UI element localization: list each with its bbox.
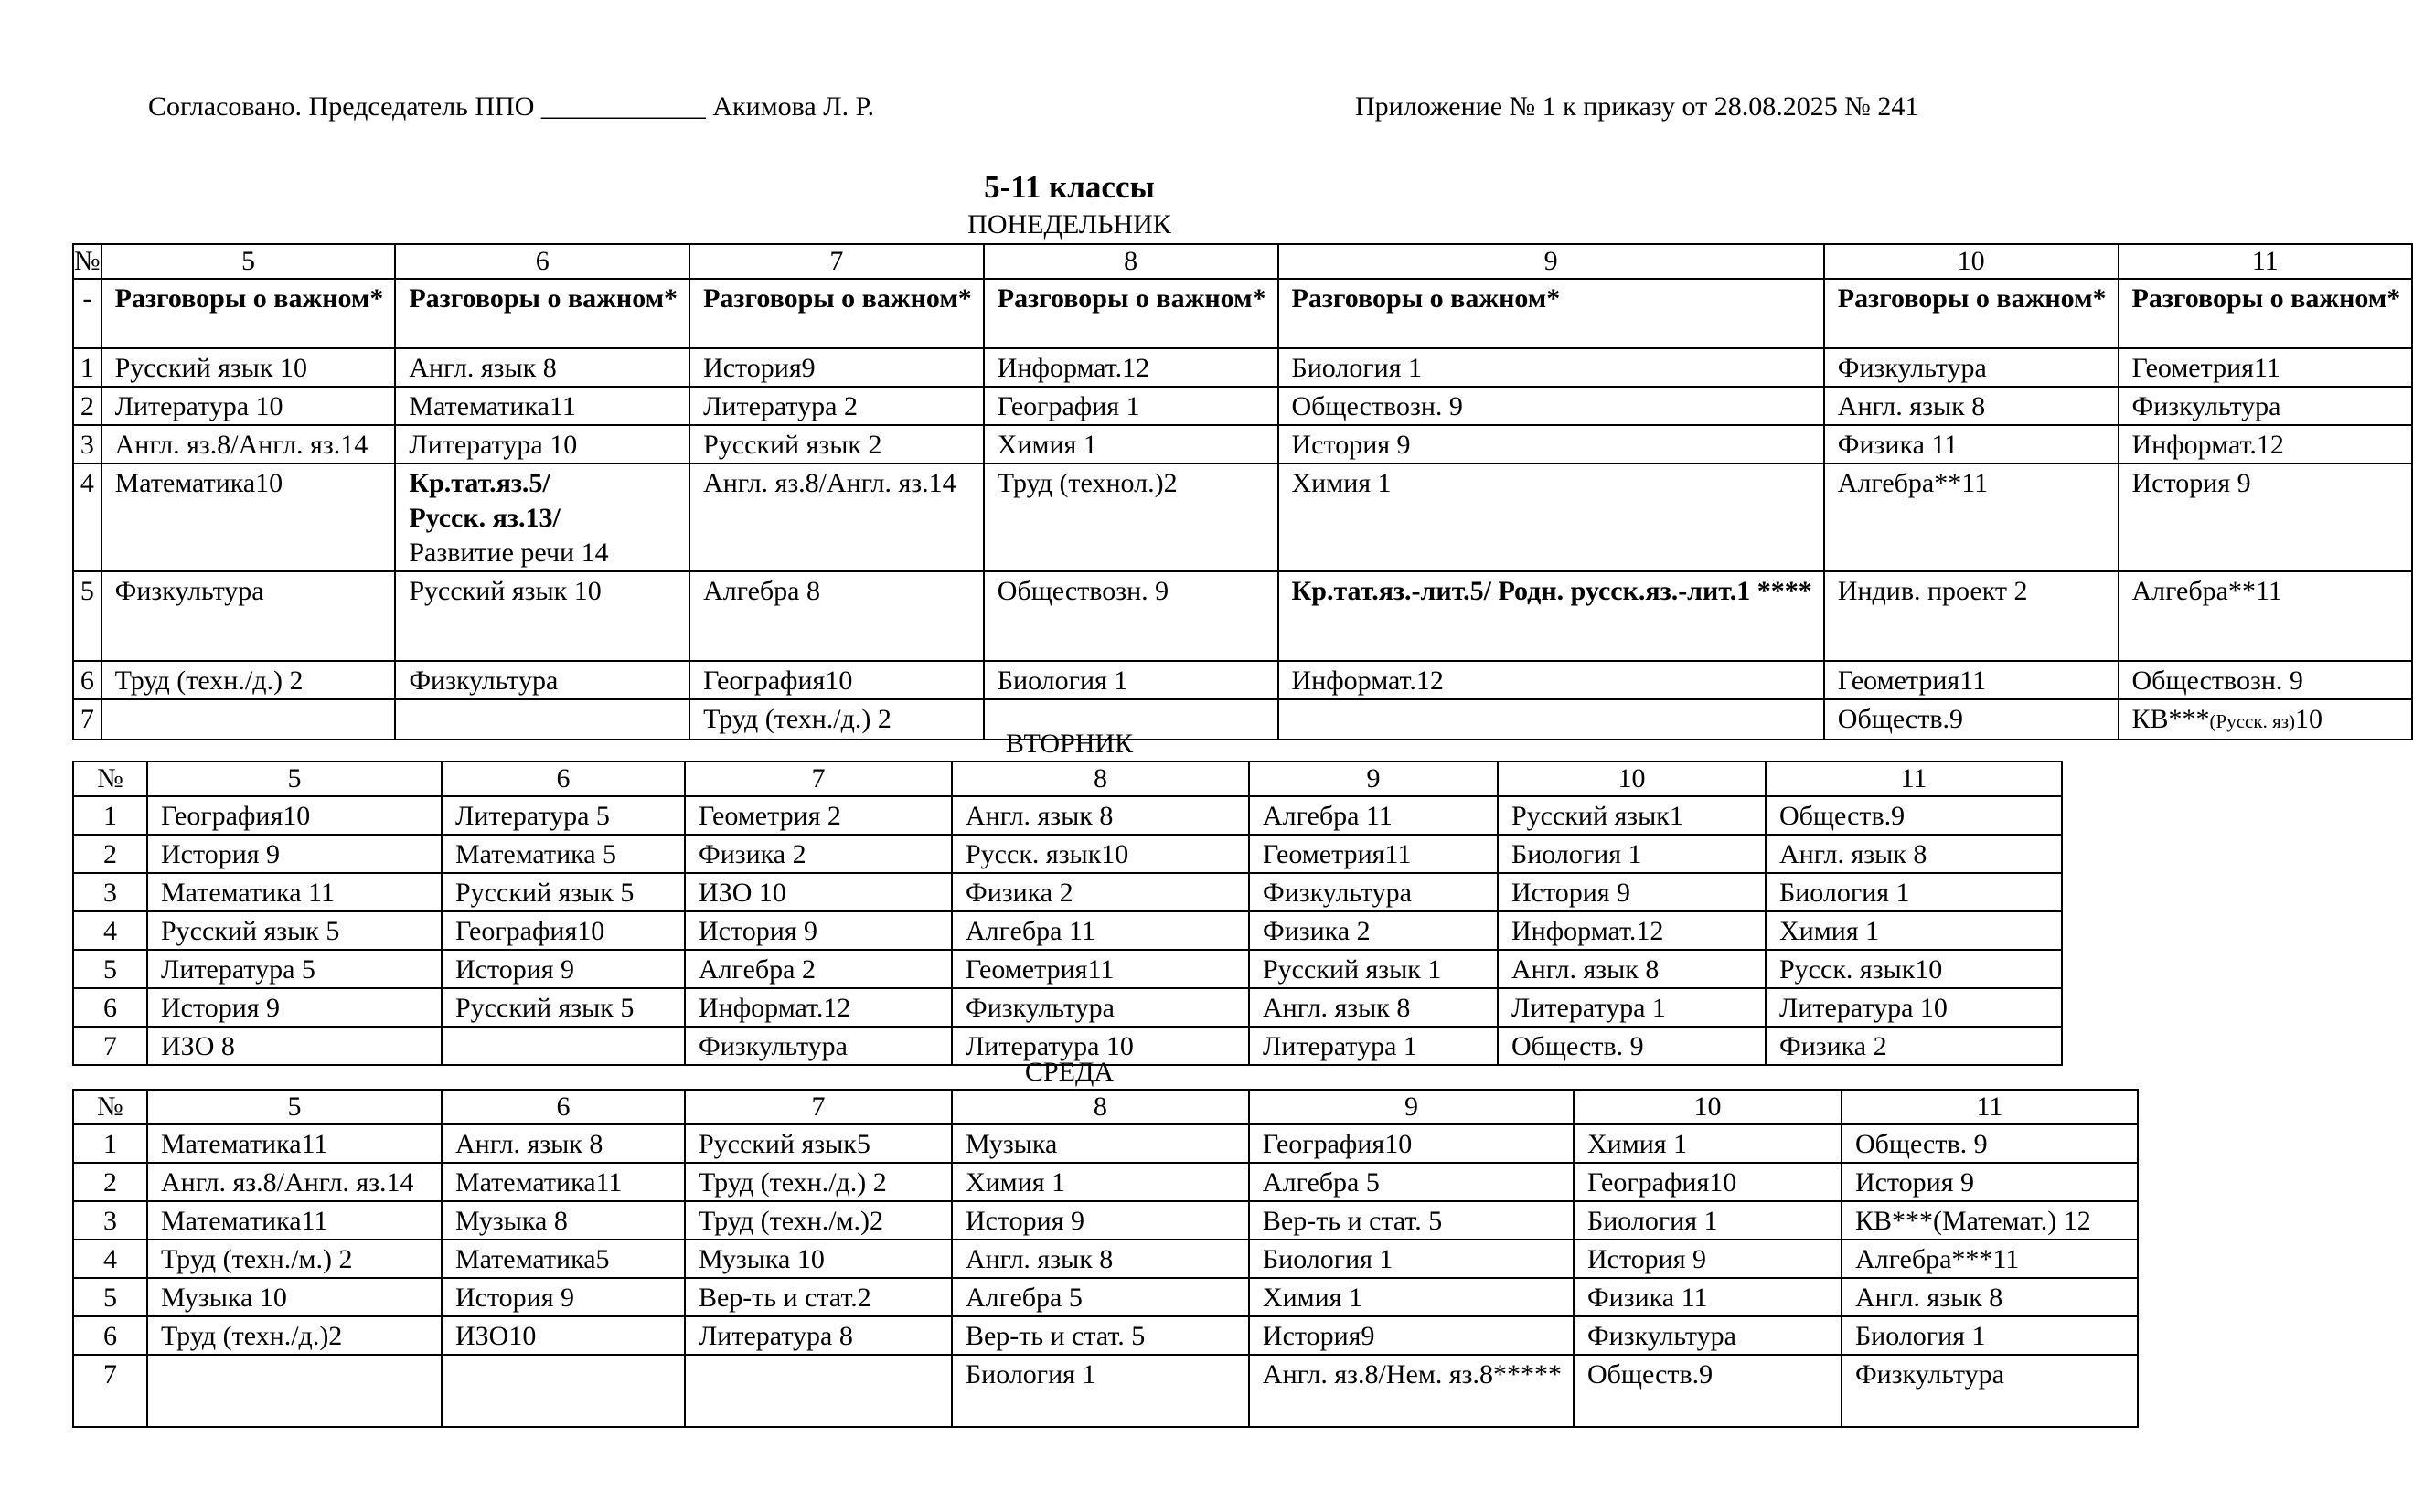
lesson-cell: Обществозн. 9 [1278,387,1824,425]
appendix-order-line: Приложение № 1 к приказу от 28.08.2025 № 241 [1355,91,1919,122]
lesson-number: 3 [73,1201,147,1240]
col-header-8: 8 [952,1090,1249,1124]
lesson-cell [2119,699,2413,740]
lesson-cell: Математика11 [442,1163,685,1201]
col-header-6: 6 [442,761,685,796]
lesson-cell: Алгебра 8 [689,571,984,661]
lesson-row [73,1163,2138,1201]
lesson-row [73,950,2062,988]
lesson-cell: История 9 [147,988,442,1027]
lesson-cell: Англ. язык 8 [395,348,689,387]
col-header-7: 7 [685,761,952,796]
lesson-cell: Математика5 [442,1240,685,1278]
lesson-cell: Англ. яз.8/Англ. яз.14 [689,463,984,571]
lesson-cell: Англ. язык 8 [1842,1278,2138,1316]
lesson-cell: Информат.12 [984,348,1278,387]
col-header-7: 7 [685,1090,952,1124]
col-header-num: № [73,1090,147,1124]
lesson-cell: Геометрия11 [1249,835,1498,873]
col-header-11: 11 [2119,244,2413,279]
col-header-11: 11 [1766,761,2062,796]
lesson-cell: Труд (техн./д.) 2 [689,699,984,740]
lesson-cell: Физкультура [395,661,689,699]
lesson-cell [147,1355,442,1427]
header-row [73,1090,2138,1124]
lesson-cell: Разговоры о важном* [101,279,396,348]
header-row [73,244,2412,279]
lesson-row [73,796,2062,835]
lesson-cell: Вер-ть и стат. 5 [952,1316,1249,1355]
timetable-tuesday [72,761,2063,1066]
lesson-cell: Литература 1 [1498,988,1766,1027]
col-header-num: № [73,761,147,796]
lesson-cell: Алгебра**11 [2119,571,2413,661]
lesson-cell: Алгебра 11 [1249,796,1498,835]
lesson-cell: Физкультура [685,1027,952,1065]
lesson-number: 5 [73,950,147,988]
lesson-cell: Геометрия11 [1824,661,2119,699]
lesson-row [73,1240,2138,1278]
lesson-cell: Литература 1 [1249,1027,1498,1065]
lesson-cell: Алгебра***11 [1842,1240,2138,1278]
lesson-number: 4 [73,463,101,571]
lesson-cell: Обществозн. 9 [2119,661,2413,699]
lesson-cell: Геометрия11 [952,950,1249,988]
header-row [73,761,2062,796]
lesson-row [73,463,2412,571]
lesson-number: 2 [73,387,101,425]
lesson-cell: Физкультура [1824,348,2119,387]
lesson-cell: Математика 5 [442,835,685,873]
lesson-cell: Алгебра 2 [685,950,952,988]
lesson-number: 7 [73,1355,147,1427]
col-header-5: 5 [101,244,396,279]
lesson-cell: Русский язык 2 [689,425,984,463]
lesson-cell: Разговоры о важном* [2119,279,2413,348]
lesson-cell: Физкультура [101,571,396,661]
lesson-cell: Обществ. 9 [1842,1124,2138,1163]
lesson-cell: Англ. язык 8 [1249,988,1498,1027]
lesson-cell: Биология 1 [984,661,1278,699]
lesson-cell: Физика 2 [685,835,952,873]
lesson-cell: Вер-ть и стат.2 [685,1278,952,1316]
lesson-number: 3 [73,873,147,911]
lesson-cell: Русский язык 10 [101,348,396,387]
lesson-cell: Биология 1 [952,1355,1249,1427]
lesson-cell: География10 [1249,1124,1574,1163]
lesson-cell: Информат.12 [1498,911,1766,950]
lesson-cell: Математика11 [147,1124,442,1163]
lesson-row [73,835,2062,873]
lesson-number: 5 [73,1278,147,1316]
lesson-row [73,425,2412,463]
lesson-cell: Литература 10 [952,1027,1249,1065]
lesson-cell: География10 [1574,1163,1842,1201]
lesson-cell: Биология 1 [1842,1316,2138,1355]
lesson-cell: География10 [689,661,984,699]
col-header-9: 9 [1249,761,1498,796]
timetable-wednesday [72,1089,2139,1428]
lesson-cell: Литература 10 [101,387,396,425]
lesson-cell: Математика10 [101,463,396,571]
lesson-cell: Англ. яз.8/Англ. яз.14 [101,425,396,463]
lesson-row [73,1278,2138,1316]
lesson-row [73,873,2062,911]
day-heading-monday: ПОНЕДЕЛЬНИК [967,209,1171,240]
col-header-6: 6 [442,1090,685,1124]
lesson-cell: История 9 [685,911,952,950]
lesson-cell: Русский язык 5 [442,873,685,911]
lesson-cell: Труд (техн./м.) 2 [147,1240,442,1278]
lesson-cell: Информат.12 [2119,425,2413,463]
lesson-number: 4 [73,1240,147,1278]
lesson-cell: Разговоры о важном* [689,279,984,348]
lesson-cell: КВ***(Математ.) 12 [1842,1201,2138,1240]
lesson-cell: Англ. язык 8 [442,1124,685,1163]
lesson-cell: Русский язык 1 [1249,950,1498,988]
col-header-9: 9 [1249,1090,1574,1124]
lesson-cell: Обществ. 9 [1498,1027,1766,1065]
lesson-cell: История 9 [147,835,442,873]
lesson-cell: Англ. язык 8 [1824,387,2119,425]
col-header-10: 10 [1574,1090,1842,1124]
lesson-cell: Химия 1 [1249,1278,1574,1316]
lesson-cell: Математика 11 [147,873,442,911]
lesson-cell: Русск. язык10 [1766,950,2062,988]
lesson-subject-note: (Русск. яз) [2209,710,2296,732]
col-header-9: 9 [1278,244,1824,279]
approval-line: Согласовано. Председатель ППО ____________ Акимова Л. Р. [148,91,875,122]
lesson-row [73,1316,2138,1355]
col-header-6: 6 [395,244,689,279]
lesson-cell: Русский язык 5 [147,911,442,950]
lesson-cell: Труд (технол.)2 [984,463,1278,571]
lesson-cell: Литература 10 [1766,988,2062,1027]
col-header-7: 7 [689,244,984,279]
col-header-10: 10 [1498,761,1766,796]
col-header-5: 5 [147,1090,442,1124]
lesson-number: 6 [73,988,147,1027]
lesson-cell: Англ. яз.8/Нем. яз.8***** [1249,1355,1574,1427]
lesson-cell: География10 [147,796,442,835]
lesson-cell: История9 [689,348,984,387]
lesson-cell: Музыка [952,1124,1249,1163]
lesson-cell: Математика11 [147,1201,442,1240]
lesson-cell: Биология 1 [1574,1201,1842,1240]
lesson-cell: Литература 5 [147,950,442,988]
lesson-cell: Физкультура [1842,1355,2138,1427]
col-header-5: 5 [147,761,442,796]
lesson-cell: Литература 2 [689,387,984,425]
lesson-cell: Физкультура [952,988,1249,1027]
lesson-row [73,571,2412,661]
lesson-cell: Физика 2 [1766,1027,2062,1065]
lesson-cell: Разговоры о важном* [395,279,689,348]
lesson-cell: Труд (техн./д.) 2 [685,1163,952,1201]
lesson-cell: Англ. язык 8 [952,796,1249,835]
lesson-cell: Информат.12 [685,988,952,1027]
col-header-8: 8 [952,761,1249,796]
lesson-row [73,661,2412,699]
lesson-cell: Разговоры о важном* [1824,279,2119,348]
lesson-cell [685,1355,952,1427]
lesson-cell: Англ. язык 8 [1766,835,2062,873]
lesson-cell: Музыка 8 [442,1201,685,1240]
lesson-row [73,1201,2138,1240]
lesson-cell: Алгебра 11 [952,911,1249,950]
lesson-cell: Алгебра 5 [1249,1163,1574,1201]
lesson-cell: Индив. проект 2 [1824,571,2119,661]
lesson-number: 7 [73,699,101,740]
lesson-cell: Химия 1 [1278,463,1824,571]
lesson-cell: Вер-ть и стат. 5 [1249,1201,1574,1240]
lesson-number: 7 [73,1027,147,1065]
col-header-num: № [73,244,101,279]
lesson-cell: Физика 11 [1824,425,2119,463]
lesson-number: 6 [73,1316,147,1355]
lesson-cell: Химия 1 [952,1163,1249,1201]
lesson-cell: Математика11 [395,387,689,425]
lesson-cell: Русский язык5 [685,1124,952,1163]
document-title: 5-11 классы [984,169,1155,205]
lesson-cell: История 9 [1842,1163,2138,1201]
lesson-cell: Алгебра**11 [1824,463,2119,571]
lesson-cell: История 9 [952,1201,1249,1240]
lesson-cell: Химия 1 [1766,911,2062,950]
lesson-number: - [73,279,101,348]
lesson-number: 1 [73,1124,147,1163]
lesson-cell: Разговоры о важном* [984,279,1278,348]
col-header-8: 8 [984,244,1278,279]
lesson-cell: ИЗО 10 [685,873,952,911]
lesson-cell: Англ. яз.8/Англ. яз.14 [147,1163,442,1201]
lesson-cell: Русский язык1 [1498,796,1766,835]
lesson-cell: Физика 2 [952,873,1249,911]
lesson-cell: Обществ.9 [1574,1355,1842,1427]
lesson-cell: ИЗО10 [442,1316,685,1355]
lesson-cell: Биология 1 [1249,1240,1574,1278]
lesson-cell: История 9 [442,950,685,988]
lesson-row [73,1124,2138,1163]
lesson-cell: История9 [1249,1316,1574,1355]
lesson-line: Русск. яз.13/ [409,503,561,533]
lesson-number: 1 [73,796,147,835]
lesson-row [73,1355,2138,1427]
lesson-cell: История 9 [1278,425,1824,463]
lesson-cell: История 9 [1574,1240,1842,1278]
lesson-cell: Литература 5 [442,796,685,835]
lesson-cell: Биология 1 [1278,348,1824,387]
lesson-cell: Литература 10 [395,425,689,463]
lesson-cell: Литература 8 [685,1316,952,1355]
lesson-cell: Труд (техн./д.)2 [147,1316,442,1355]
day-heading-wednesday: СРЕДА [1024,1057,1115,1087]
lesson-cell: Англ. язык 8 [1498,950,1766,988]
lesson-cell: Англ. язык 8 [952,1240,1249,1278]
day-heading-tuesday: ВТОРНИК [1005,729,1134,759]
lesson-number: 3 [73,425,101,463]
lesson-cell: Химия 1 [1574,1124,1842,1163]
lesson-row [73,988,2062,1027]
lesson-cell: История 9 [2119,463,2413,571]
lesson-cell: Биология 1 [1498,835,1766,873]
lesson-cell: География10 [442,911,685,950]
lesson-cell: Алгебра 5 [952,1278,1249,1316]
lesson-cell [395,463,689,571]
lesson-cell: Физкультура [1249,873,1498,911]
lesson-row [73,348,2412,387]
lesson-text: КВ*** [2131,704,2210,734]
lesson-line: Развитие речи 14 [409,538,609,568]
lesson-cell: Обществ.9 [1824,699,2119,740]
lesson-cell [442,1355,685,1427]
lesson-cell: Физкультура [2119,387,2413,425]
lesson-cell: Биология 1 [1766,873,2062,911]
lesson-cell: ИЗО 8 [147,1027,442,1065]
lesson-cell: Химия 1 [984,425,1278,463]
lesson-cell: Музыка 10 [685,1240,952,1278]
lesson-number: 5 [73,571,101,661]
lesson-cell: Обществозн. 9 [984,571,1278,661]
lesson-cell: Геометрия 2 [685,796,952,835]
lesson-cell: Труд (техн./м.)2 [685,1201,952,1240]
lesson-room: 10 [2295,704,2323,734]
lesson-cell: Русск. язык10 [952,835,1249,873]
lesson-cell: Информат.12 [1278,661,1824,699]
lesson-cell: Геометрия11 [2119,348,2413,387]
lesson-number: 4 [73,911,147,950]
lesson-cell: Физкультура [1574,1316,1842,1355]
lesson-cell: Обществ.9 [1766,796,2062,835]
lesson-cell: Физика 2 [1249,911,1498,950]
timetable-monday [72,243,2413,740]
lesson-cell: Музыка 10 [147,1278,442,1316]
lesson-cell: Физика 11 [1574,1278,1842,1316]
lesson-number: 1 [73,348,101,387]
lesson-row [73,279,2412,348]
lesson-cell: Русский язык 10 [395,571,689,661]
col-header-11: 11 [1842,1090,2138,1124]
lesson-row [73,911,2062,950]
lesson-cell: Кр.тат.яз.-лит.5/ Родн. русск.яз.-лит.1 **** [1278,571,1824,661]
lesson-number: 2 [73,835,147,873]
lesson-cell: Труд (техн./д.) 2 [101,661,396,699]
lesson-row [73,387,2412,425]
lesson-cell: История 9 [1498,873,1766,911]
lesson-cell: География 1 [984,387,1278,425]
col-header-10: 10 [1824,244,2119,279]
lesson-number: 2 [73,1163,147,1201]
lesson-number: 6 [73,661,101,699]
lesson-cell: Разговоры о важном* [1278,279,1824,348]
lesson-cell: Русский язык 5 [442,988,685,1027]
lesson-cell: История 9 [442,1278,685,1316]
lesson-line: Кр.тат.яз.5/ [409,468,550,498]
